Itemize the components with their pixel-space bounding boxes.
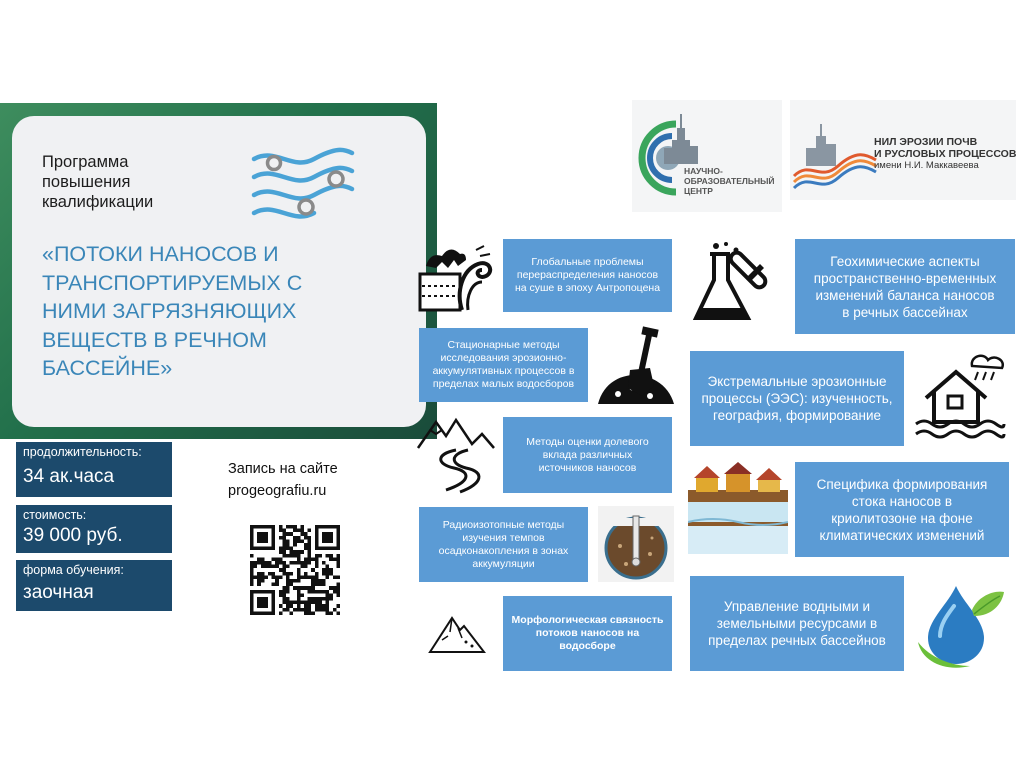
topic-stationary-methods	[419, 328, 588, 402]
program-title-line: повышения	[42, 173, 131, 191]
duration-value: 34 ак.часа	[23, 466, 115, 487]
topic-line: пространственно-временных	[813, 270, 997, 286]
topic-geochemical-aspects	[795, 239, 1015, 334]
topic-line: Специфика формирования	[816, 476, 988, 492]
erosion-lab-logo	[790, 100, 1016, 200]
qr-code-icon[interactable]	[250, 522, 340, 618]
lab-name-line: НИЛ ЭРОЗИИ ПОЧВ	[874, 136, 978, 148]
course-name-line: ТРАНСПОРТИРУЕМЫХ С	[42, 270, 303, 295]
topic-radioisotope-methods	[419, 507, 588, 582]
erosion-lab-emblem-icon	[790, 100, 880, 200]
cost-value: 39 000 руб.	[23, 525, 123, 546]
topic-line: пределах малых водосборов	[432, 378, 575, 390]
topic-line: пределах речных бассейнов	[708, 633, 886, 648]
topic-line: Радиоизотопные методы	[442, 518, 565, 531]
program-title	[42, 152, 232, 212]
center-name-line: НАУЧНО-	[684, 166, 723, 176]
topic-line: на суше в эпоху Антропоцена	[514, 282, 661, 294]
topic-line: Геохимические аспекты	[830, 253, 980, 269]
course-name-line: ВЕЩЕСТВ В РЕЧНОМ	[42, 327, 267, 352]
topic-global-problems	[503, 239, 672, 312]
topic-line: география, формирование	[712, 408, 882, 423]
lab-name-line: имени Н.И. Маккавеева	[874, 160, 979, 171]
river-mountains-icon	[416, 414, 496, 494]
topic-line: криолитозоне на фоне	[831, 510, 973, 526]
topic-morphological-connectivity	[503, 596, 672, 671]
cost-box	[16, 505, 172, 553]
duration-box	[16, 442, 172, 497]
topic-extreme-erosion	[690, 351, 904, 446]
topic-line: водосборе	[559, 640, 616, 652]
topic-line: стока наносов в	[851, 493, 953, 509]
topic-line: климатических изменений	[819, 527, 985, 543]
program-title-line: Программа	[42, 153, 129, 171]
topic-line: источников наносов	[538, 461, 637, 474]
topic-source-contribution	[503, 417, 672, 493]
center-name-line: ОБРАЗОВАТЕЛЬНЫЙ	[684, 176, 775, 186]
registration-url[interactable]: progeografiu.ru	[228, 483, 327, 499]
topic-line: вклада различных	[542, 448, 633, 461]
course-name-line: НИМИ ЗАГРЯЗНЯЮЩИХ	[42, 299, 297, 323]
slope-icon	[428, 612, 486, 656]
topic-line: в речных бассейнах	[842, 304, 968, 320]
course-name	[42, 240, 352, 383]
topic-line: потоков наносов на	[535, 627, 640, 639]
registration-line: Запись на сайте	[228, 461, 338, 477]
topic-line: Методы оценки долевого	[526, 435, 649, 448]
permafrost-icon	[688, 462, 788, 554]
topic-line: перераспределения наносов	[516, 269, 659, 281]
course-name-line: «ПОТОКИ НАНОСОВ И	[42, 242, 279, 266]
topic-line: Стационарные методы	[447, 339, 560, 351]
topic-line: аккумулятивных процессов в	[432, 365, 575, 377]
shovel-icon	[596, 324, 676, 406]
topic-line: процессы (ЭЭС): изученность,	[701, 391, 893, 406]
lab-name-line: И РУСЛОВЫХ ПРОЦЕССОВ	[874, 148, 1017, 160]
tsunami-icon	[416, 236, 496, 316]
course-name-line: БАССЕЙНЕ»	[42, 356, 173, 380]
topic-line: Глобальные проблемы	[531, 256, 644, 268]
topic-line: исследования эрозионно-	[440, 352, 567, 364]
topic-resource-management	[690, 576, 904, 671]
flood-house-icon	[912, 350, 1008, 446]
study-form-label: форма обучения:	[23, 563, 124, 577]
lab-name	[874, 136, 1016, 172]
program-title-line: квалификации	[42, 193, 154, 211]
center-name	[684, 166, 775, 196]
topic-line: Управление водными и	[723, 599, 871, 614]
topic-line: Морфологическая связность	[511, 614, 664, 626]
topic-line: осадконакопления в зонах	[438, 544, 569, 557]
sediment-flow-logo-icon	[248, 145, 356, 223]
study-form-box	[16, 560, 172, 611]
registration-info	[228, 458, 338, 502]
topic-line: изучения темпов	[462, 531, 545, 544]
duration-label: продолжительность:	[23, 445, 142, 459]
topic-line: земельными ресурсами в	[716, 616, 878, 631]
cost-label: стоимость:	[23, 508, 87, 522]
soil-probe-icon	[598, 506, 674, 582]
topic-line: Экстремальные эрозионные	[707, 374, 887, 389]
scientific-center-logo	[632, 100, 782, 212]
topic-line: изменений баланса наносов	[815, 287, 995, 303]
flask-icon	[690, 240, 782, 328]
center-name-line: ЦЕНТР	[684, 186, 713, 196]
water-drop-icon	[912, 580, 1008, 670]
topic-line: аккумуляции	[472, 557, 535, 570]
topic-cryolithozone	[795, 462, 1009, 557]
study-form-value: заочная	[23, 582, 94, 603]
